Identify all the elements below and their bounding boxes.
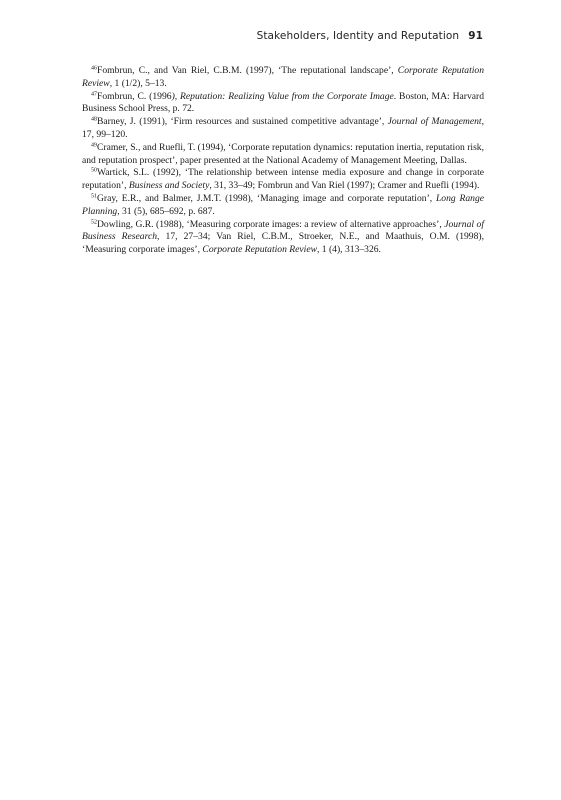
endnote-text: Gray, E.R., and Balmer, J.M.T. (1998), ‘Managing image and corporate reputation’,: [97, 192, 436, 204]
endnote-text: , 31, 33–49; Fombrun and Van Riel (1997); Cramer and Ruefli (1994).: [209, 180, 480, 192]
endnote-text: Dowling, G.R. (1988), ‘Measuring corporate images: a review of alternative approaches’,: [97, 218, 445, 230]
endnote: [82, 116, 484, 142]
endnote: [82, 65, 484, 91]
running-title: Stakeholders, Identity and Reputation: [256, 30, 460, 42]
endnote-italic-text: Business and Society: [128, 180, 210, 192]
endnote-text: , 17, 27–34; Van Riel, C.B.M., Stroeker, N.E., and Maathuis, O.M. (1998), ‘Measuring corporate images’,: [82, 231, 484, 256]
endnote-text: Wartick, S.L. (1992), ‘The relationship between intense media exposure and change in corporate reputation’,: [82, 167, 484, 192]
endnote-text: Fombrun, C. (1996: [97, 90, 172, 102]
endnote-text: , 1 (1/2), 5–13.: [109, 77, 167, 89]
endnote: [82, 167, 484, 193]
endnote-italic-text: Journal of Business Research: [82, 218, 484, 243]
endnote-text: Barney, J. (1991), ‘Firm resources and sustained competitive advantage’,: [97, 116, 388, 128]
endnotes-list: [82, 65, 484, 257]
running-head: [257, 30, 483, 42]
endnote: [82, 142, 484, 168]
endnote-text: , 1 (4), 313–326.: [317, 244, 381, 256]
endnote-italic-text: Journal of Management: [387, 116, 482, 128]
endnote-number: 49: [91, 142, 97, 149]
endnote: [82, 219, 484, 257]
page-number: 91: [468, 30, 483, 42]
endnote-text: , 17, 99–120.: [82, 116, 484, 140]
endnote-number: 51: [91, 193, 97, 200]
endnote-text: Cramer, S., and Ruefli, T. (1994), ‘Corporate reputation dynamics: reputation inertia, reputation risk, and reputation prospect’, paper presented at the National Academy of Management Meeting, Dallas.: [82, 141, 484, 166]
endnote-italic-text: Corporate Reputation Review: [202, 244, 317, 256]
endnote-italic-text: Long Range Planning: [82, 192, 485, 217]
endnote-italic-text: ), Reputation: Realizing Value from the Corporate Image: [171, 90, 394, 102]
endnote-italic-text: Corporate Reputation Review: [82, 65, 484, 89]
endnote-number: 52: [91, 219, 97, 226]
endnote-number: 50: [91, 167, 97, 174]
endnote-text: Fombrun, C., and Van Riel, C.B.M. (1997), ‘The reputational landscape’,: [97, 65, 398, 76]
endnote: [82, 91, 484, 117]
endnote: [82, 193, 484, 219]
endnote-number: 47: [91, 91, 97, 98]
endnote-text: , 31 (5), 685–692, p. 687.: [117, 205, 215, 217]
endnote-number: 46: [91, 65, 97, 72]
endnote-text: . Boston, MA: Harvard Business School Press, p. 72.: [82, 90, 484, 115]
endnote-number: 48: [91, 116, 97, 123]
